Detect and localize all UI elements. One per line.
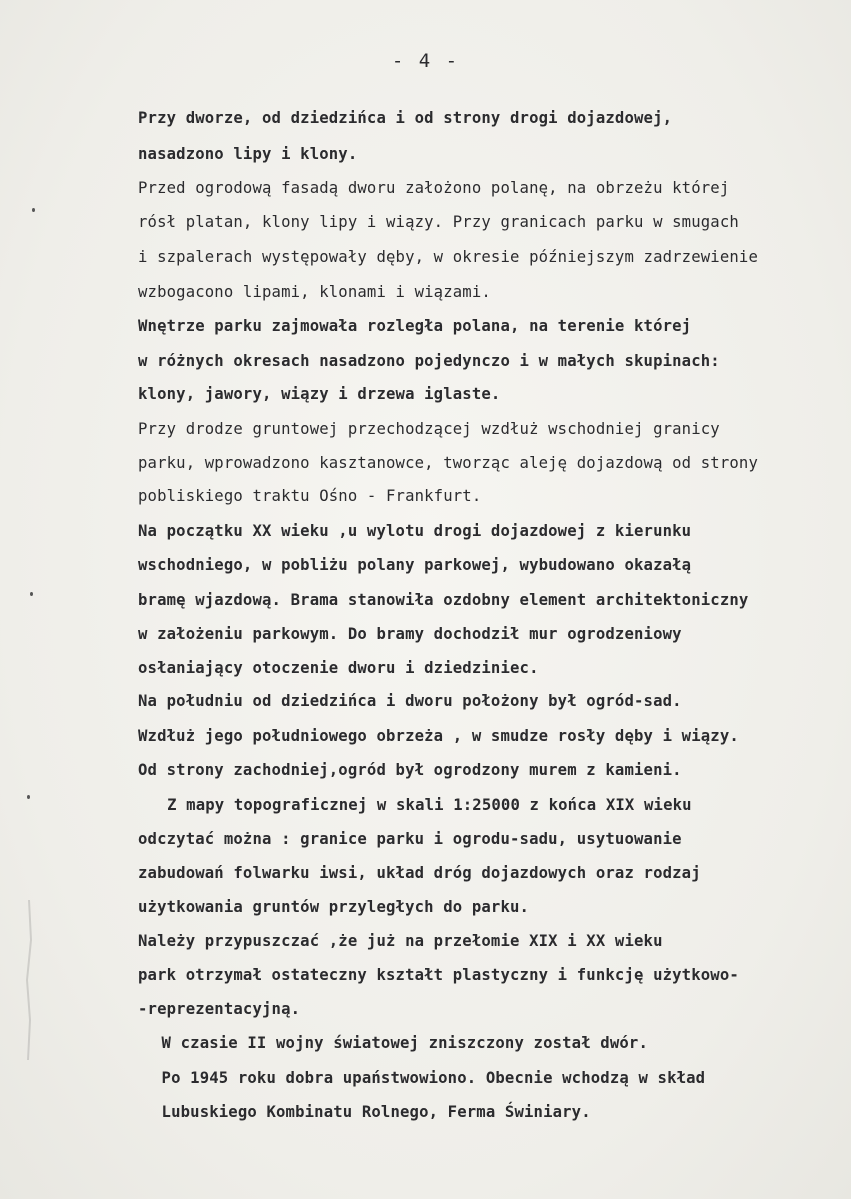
text-line: park otrzymał ostateczny kształt plastyczny i funkcję użytkowo- bbox=[138, 966, 739, 984]
text-line: odczytać można : granice parku i ogrodu-sadu, usytuowanie bbox=[138, 830, 682, 848]
page-number: - 4 - bbox=[391, 50, 460, 72]
text-line: Lubuskiego Kombinatu Rolnego, Ferma Świniary. bbox=[152, 1103, 591, 1121]
text-line: Od strony zachodniej,ogród był ogrodzony murem z kamieni. bbox=[138, 761, 682, 779]
text-line: Wzdłuż jego południowego obrzeża , w smudze rosły dęby i wiązy. bbox=[138, 727, 739, 745]
text-line: Z mapy topograficznej w skali 1:25000 z końca XIX wieku bbox=[148, 796, 692, 814]
text-line: Przy drodze gruntowej przechodzącej wzdłuż wschodniej granicy bbox=[138, 420, 720, 438]
text-line: użytkowania gruntów przyległych do parku. bbox=[138, 898, 530, 916]
scan-speck bbox=[27, 795, 30, 799]
text-line: w założeniu parkowym. Do bramy dochodził mur ogrodzeniowy bbox=[138, 625, 682, 643]
text-line: rósł platan, klony lipy i wiązy. Przy granicach parku w smugach bbox=[138, 213, 739, 231]
text-line: Wnętrze parku zajmowała rozległa polana, na terenie której bbox=[138, 317, 692, 335]
text-line: W czasie II wojny światowej zniszczony został dwór. bbox=[152, 1034, 648, 1052]
text-line: Przy dworze, od dziedzińca i od strony drogi dojazdowej, bbox=[138, 109, 673, 127]
text-line: Po 1945 roku dobra upaństwowiono. Obecnie wchodzą w skład bbox=[152, 1069, 706, 1087]
text-line: Przed ogrodową fasadą dworu założono polanę, na obrzeżu której bbox=[138, 179, 730, 197]
text-line: pobliskiego traktu Ośno - Frankfurt. bbox=[138, 487, 482, 505]
text-line: Na początku XX wieku ,u wylotu drogi dojazdowej z kierunku bbox=[138, 522, 692, 540]
text-line: zabudowań folwarku iwsi, układ dróg dojazdowych oraz rodzaj bbox=[138, 864, 701, 882]
text-line: bramę wjazdową. Brama stanowiła ozdobny element architektoniczny bbox=[138, 591, 749, 609]
scan-speck bbox=[30, 592, 33, 596]
text-line: nasadzono lipy i klony. bbox=[138, 145, 358, 163]
margin-stain bbox=[22, 900, 36, 1060]
text-line: Należy przypuszczać ,że już na przełomie XIX i XX wieku bbox=[138, 932, 663, 950]
text-line: i szpalerach występowały dęby, w okresie późniejszym zadrzewienie bbox=[138, 248, 758, 266]
text-line: w różnych okresach nasadzono pojedynczo i w małych skupinach: bbox=[138, 352, 720, 370]
text-line: wzbogacono lipami, klonami i wiązami. bbox=[138, 283, 491, 301]
text-line: Na południu od dziedzińca i dworu położony był ogród-sad. bbox=[138, 692, 682, 710]
text-line: -reprezentacyjną. bbox=[138, 1000, 301, 1018]
text-line: wschodniego, w pobliżu polany parkowej, wybudowano okazałą bbox=[138, 556, 692, 574]
scan-speck bbox=[32, 208, 35, 212]
text-line: klony, jawory, wiązy i drzewa iglaste. bbox=[138, 385, 501, 403]
text-line: osłaniający otoczenie dworu i dziedziniec. bbox=[138, 659, 539, 677]
text-line: parku, wprowadzono kasztanowce, tworząc aleję dojazdową od strony bbox=[138, 454, 758, 472]
